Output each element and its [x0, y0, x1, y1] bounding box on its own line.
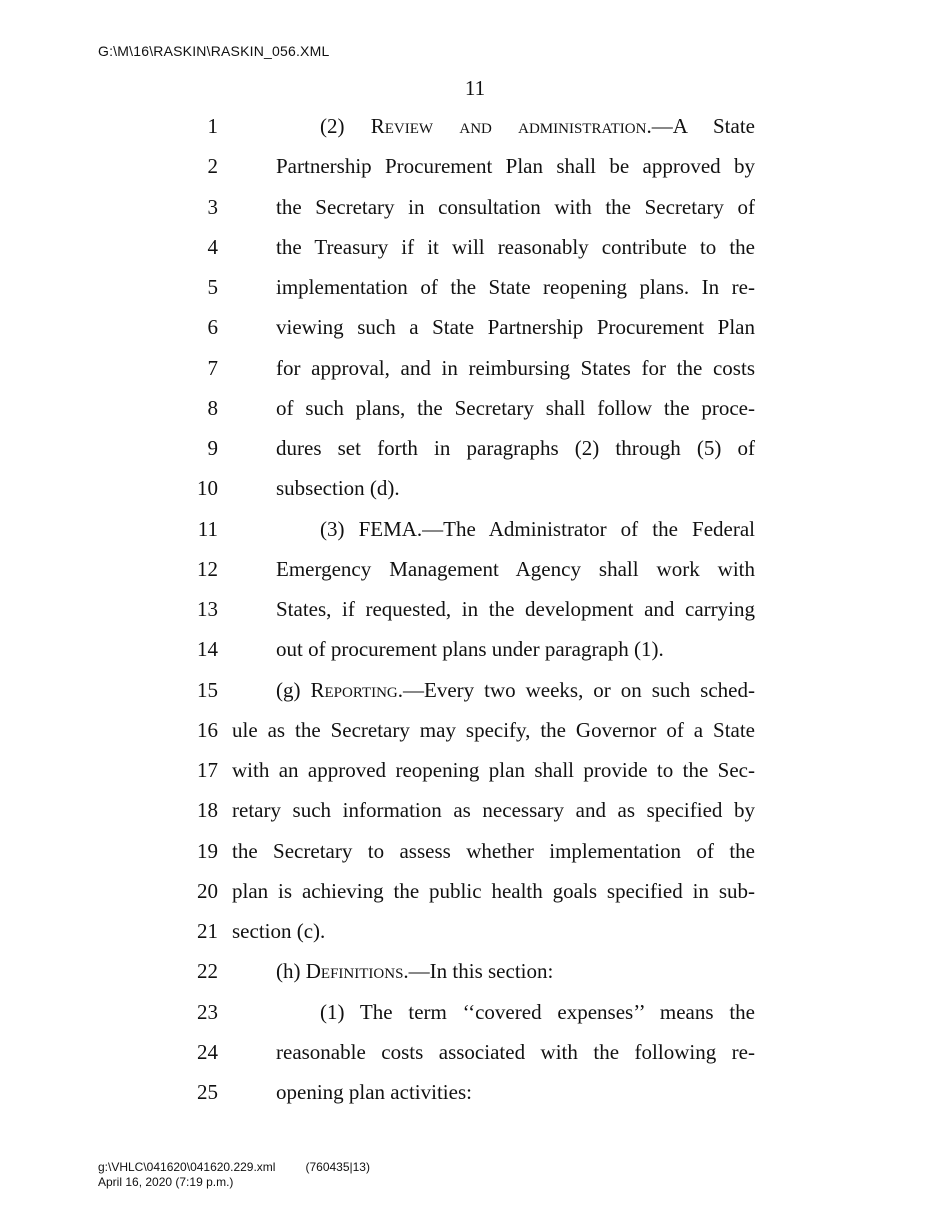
line-number: 5: [207, 275, 218, 299]
line-number: 10: [197, 476, 218, 501]
line-text: [276, 307, 755, 347]
line-text: [276, 348, 755, 388]
text-segment: States, if requested, in the development and carrying: [276, 597, 755, 621]
text-segment: (2): [320, 114, 371, 138]
text-segment: viewing such a State Partnership Procurement Plan: [276, 315, 755, 340]
line-number: 13: [197, 597, 218, 621]
line-number: 22: [197, 959, 218, 984]
text-segment: section (c).: [232, 919, 326, 943]
line-text: [232, 790, 755, 830]
line-text: [276, 388, 755, 428]
bill-line: [0, 468, 950, 508]
bill-line: [0, 428, 950, 468]
text-segment: out of procurement plans under paragraph (1).: [276, 637, 664, 662]
text-segment: reasonable costs associated with the following re-: [276, 1039, 755, 1064]
bill-line: [0, 951, 950, 991]
bill-line: [0, 146, 950, 186]
line-number: 1: [207, 114, 218, 138]
line-number: 7: [207, 355, 218, 380]
line-number: 9: [207, 436, 218, 460]
footer-file-line: [98, 1160, 370, 1174]
bill-line: [0, 911, 950, 951]
bill-line: [0, 388, 950, 428]
text-segment: Emergency Management Agency shall work with: [276, 556, 755, 581]
line-number: 14: [197, 637, 218, 662]
page-number: 11: [464, 76, 486, 100]
line-number: 12: [197, 556, 218, 581]
text-segment: (3) FEMA.—The Administrator of the Federal: [320, 516, 755, 541]
line-text: [232, 750, 755, 790]
line-text: [276, 187, 755, 227]
section-heading-text: Definitions: [305, 959, 404, 984]
bill-line: [0, 670, 950, 710]
bill-line: [0, 871, 950, 911]
text-segment: opening plan activities:: [276, 1080, 472, 1104]
bill-line: [0, 710, 950, 750]
line-number: 17: [197, 758, 218, 782]
line-text: [276, 549, 755, 589]
line-number: 21: [197, 919, 218, 943]
line-text: [232, 831, 755, 871]
bill-line: [0, 1032, 950, 1072]
line-text: [320, 509, 755, 549]
line-number: 20: [197, 878, 218, 903]
text-segment: .—In this section:: [403, 959, 554, 984]
footer-code: (760435|13): [305, 1160, 370, 1174]
line-number: 11: [197, 516, 218, 541]
line-text: [276, 951, 755, 991]
line-text: [276, 670, 755, 710]
bill-line: [0, 629, 950, 669]
line-text: [276, 428, 755, 468]
text-segment: the Secretary to assess whether implementation of the: [232, 838, 755, 863]
text-segment: dures set forth in paragraphs (2) through (5) of: [276, 436, 755, 460]
text-segment: retary such information as necessary and as specified by: [232, 798, 755, 823]
line-number: 3: [207, 194, 218, 219]
line-text: [232, 871, 755, 911]
text-segment: of such plans, the Secretary shall follow the proce-: [276, 395, 755, 420]
line-text: [276, 468, 755, 508]
section-heading-text: Review and administration: [370, 114, 647, 138]
line-text: [276, 589, 755, 629]
bill-line: [0, 1072, 950, 1112]
bill-line: [0, 549, 950, 589]
bill-line: [0, 348, 950, 388]
section-heading-text: Reporting: [310, 677, 398, 702]
footer-date: April 16, 2020 (7:19 p.m.): [98, 1175, 234, 1189]
line-number: 4: [207, 234, 218, 259]
line-number: 16: [197, 717, 218, 742]
line-text: [276, 146, 755, 186]
bill-line: [0, 750, 950, 790]
line-text: [232, 710, 755, 750]
line-text: [276, 1072, 755, 1112]
bill-line: [0, 790, 950, 830]
text-segment: the Secretary in consultation with the Secretary of: [276, 194, 755, 219]
bill-line: [0, 509, 950, 549]
line-number: 25: [197, 1080, 218, 1104]
bill-line: [0, 227, 950, 267]
text-segment: .—Every two weeks, or on such sched-: [397, 677, 755, 702]
footer-file-path: g:\VHLC\041620\041620.229.xml: [98, 1160, 276, 1174]
bill-line: [0, 831, 950, 871]
file-path-header: G:\M\16\RASKIN\RASKIN_056.XML: [98, 43, 330, 59]
line-number: 18: [197, 798, 218, 823]
line-number: 19: [197, 838, 218, 863]
line-text: [276, 629, 755, 669]
text-segment: (1) The term ‘‘covered expenses’’ means the: [320, 999, 755, 1024]
bill-line: [0, 307, 950, 347]
text-segment: Partnership Procurement Plan shall be approved by: [276, 154, 755, 179]
bill-line: [0, 267, 950, 307]
line-text: [276, 1032, 755, 1072]
line-number: 23: [197, 999, 218, 1024]
text-segment: (h): [276, 959, 306, 984]
line-text: [232, 911, 755, 951]
bill-line: [0, 992, 950, 1032]
text-segment: plan is achieving the public health goals specified in sub-: [232, 878, 755, 903]
bill-line: [0, 106, 950, 146]
text-segment: for approval, and in reimbursing States for the costs: [276, 355, 755, 380]
text-segment: subsection (d).: [276, 476, 400, 501]
line-number: 2: [207, 154, 218, 179]
text-segment: ule as the Secretary may specify, the Governor of a State: [232, 717, 755, 742]
line-text: [320, 992, 755, 1032]
line-number: 6: [207, 315, 218, 340]
bill-line: [0, 187, 950, 227]
line-number: 15: [197, 677, 218, 702]
text-segment: (g): [276, 677, 311, 702]
bill-line: [0, 589, 950, 629]
line-text: [276, 227, 755, 267]
text-segment: .—A State: [646, 114, 755, 138]
text-segment: the Treasury if it will reasonably contribute to the: [276, 234, 755, 259]
line-number: 8: [207, 395, 218, 420]
text-segment: implementation of the State reopening plans. In re-: [276, 275, 755, 299]
line-text: [320, 106, 755, 146]
line-text: [276, 267, 755, 307]
line-number: 24: [197, 1039, 218, 1064]
text-segment: with an approved reopening plan shall provide to the Sec-: [232, 758, 755, 782]
